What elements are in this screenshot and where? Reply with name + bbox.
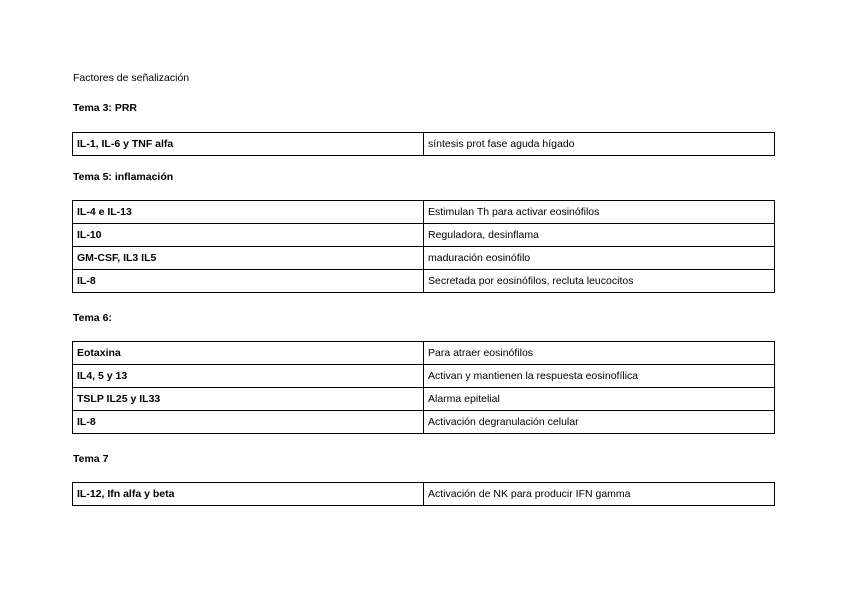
table-row	[73, 342, 775, 365]
section-heading-tema-7: Tema 7	[73, 453, 109, 465]
cytokine-function-cell: Secretada por eosinófilos, recluta leucocitos	[424, 270, 775, 293]
cytokine-function-cell: Reguladora, desinflama	[424, 224, 775, 247]
section-heading-tema-5: Tema 5: inflamación	[73, 171, 174, 183]
table-row	[73, 365, 775, 388]
cytokine-function-cell: Estimulan Th para activar eosinófilos	[424, 201, 775, 224]
cytokine-function-cell: Activación de NK para producir IFN gamma	[424, 483, 775, 506]
table-row	[73, 411, 775, 434]
cytokine-function-cell: Para atraer eosinófilos	[424, 342, 775, 365]
table-tema-7	[72, 482, 775, 506]
cytokine-name-cell: IL-12, Ifn alfa y beta	[73, 483, 424, 506]
cytokine-function-cell: Alarma epitelial	[424, 388, 775, 411]
cytokine-name-cell: GM-CSF, IL3 IL5	[73, 247, 424, 270]
table-row	[73, 483, 775, 506]
cytokine-name-cell: IL4, 5 y 13	[73, 365, 424, 388]
cytokine-function-cell: Activación degranulación celular	[424, 411, 775, 434]
section-heading-tema-6: Tema 6:	[73, 312, 112, 324]
cytokine-name-cell: IL-8	[73, 270, 424, 293]
cytokine-function-cell: síntesis prot fase aguda hígado	[424, 133, 775, 156]
cytokine-name-cell: IL-10	[73, 224, 424, 247]
table-row	[73, 388, 775, 411]
table-row	[73, 247, 775, 270]
document-title: Factores de señalización	[73, 72, 190, 84]
cytokine-name-cell: TSLP IL25 y IL33	[73, 388, 424, 411]
table-row	[73, 224, 775, 247]
cytokine-name-cell: IL-8	[73, 411, 424, 434]
cytokine-function-cell: Activan y mantienen la respuesta eosinofílica	[424, 365, 775, 388]
table-tema-5	[72, 200, 775, 293]
section-heading-tema-3: Tema 3: PRR	[73, 102, 137, 114]
table-tema-6	[72, 341, 775, 434]
table-row	[73, 201, 775, 224]
cytokine-function-cell: maduración eosinófilo	[424, 247, 775, 270]
cytokine-name-cell: Eotaxina	[73, 342, 424, 365]
table-tema-3	[72, 132, 775, 156]
cytokine-name-cell: IL-1, IL-6 y TNF alfa	[73, 133, 424, 156]
cytokine-name-cell: IL-4 e IL-13	[73, 201, 424, 224]
table-row	[73, 270, 775, 293]
table-row	[73, 133, 775, 156]
